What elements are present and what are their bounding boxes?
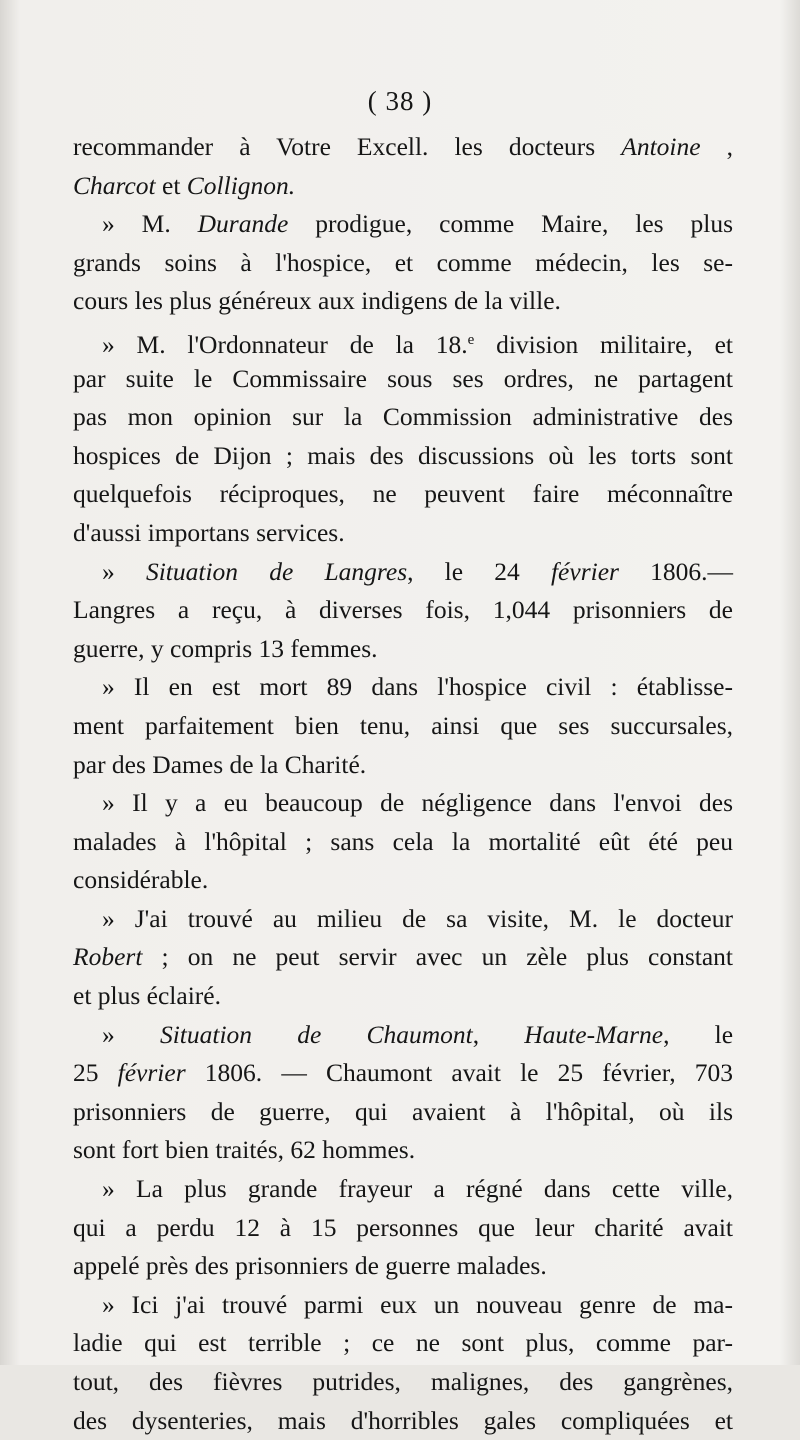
text-span: , le bbox=[663, 1019, 734, 1049]
text-span: » Ici j'ai trouvé parmi eux un nouveau genre de ma- bbox=[102, 1289, 733, 1319]
text-line bbox=[73, 398, 733, 437]
text-span: et plus éclairé. bbox=[73, 981, 221, 1011]
text-span: cours les plus généreux aux indigens de la ville. bbox=[73, 286, 561, 316]
text-span: appelé près des prisonniers de guerre malades. bbox=[73, 1251, 547, 1281]
text-span: guerre, y compris 13 femmes. bbox=[73, 633, 378, 663]
text-span: » M. l'Ordonnateur de la 18. bbox=[102, 329, 468, 359]
text-line bbox=[73, 360, 733, 399]
text-span: » J'ai trouvé au milieu de sa visite, M. le docteur bbox=[102, 903, 733, 933]
text-line bbox=[73, 321, 733, 360]
text-line bbox=[73, 823, 733, 862]
italic-text: Robert bbox=[73, 942, 143, 972]
text-line bbox=[73, 128, 733, 167]
text-span: ment parfaitement bien tenu, ainsi que ses succursales, bbox=[73, 710, 733, 740]
text-line bbox=[73, 282, 733, 321]
italic-text: Haute-Marne bbox=[524, 1019, 664, 1049]
text-line bbox=[73, 1247, 733, 1286]
text-line bbox=[73, 553, 733, 592]
italic-text: Situation de Langres bbox=[145, 556, 408, 586]
text-span: division militaire, et bbox=[474, 329, 733, 359]
body-text bbox=[73, 128, 733, 1440]
italic-text: Charcot bbox=[73, 170, 156, 200]
text-line bbox=[73, 668, 733, 707]
text-line bbox=[73, 1131, 733, 1170]
text-span: » Il en est mort 89 dans l'hospice civil : établisse- bbox=[102, 672, 733, 702]
text-span: sont fort bien traités, 62 hommes. bbox=[73, 1135, 416, 1165]
text-line bbox=[73, 514, 733, 553]
text-span: considérable. bbox=[73, 865, 209, 895]
text-line bbox=[73, 746, 733, 785]
italic-text: Antoine bbox=[621, 132, 701, 161]
text-span: hospices de Dijon ; mais des discussions où les torts sont bbox=[73, 440, 733, 470]
text-span: et bbox=[155, 170, 187, 200]
text-line bbox=[73, 784, 733, 823]
text-span: prodigue, comme Maire, les plus bbox=[288, 209, 733, 239]
text-span: » M. bbox=[102, 209, 198, 239]
text-line bbox=[73, 900, 733, 939]
text-line bbox=[73, 861, 733, 900]
text-line bbox=[73, 1170, 733, 1209]
text-span: Langres a reçu, à diverses fois, 1,044 prisonniers de bbox=[73, 595, 733, 625]
text-line bbox=[73, 437, 733, 476]
text-line bbox=[73, 707, 733, 746]
text-line bbox=[73, 205, 733, 244]
text-line bbox=[73, 1286, 733, 1325]
text-span: , bbox=[700, 132, 734, 161]
text-span: par suite le Commissaire sous ses ordres, ne partagent bbox=[73, 363, 733, 393]
text-span: quelquefois réciproques, ne peuvent faire méconnaître bbox=[73, 479, 733, 509]
text-span: recommander à Votre Excell. les docteurs bbox=[73, 132, 622, 161]
text-span: 25 bbox=[73, 1058, 118, 1088]
text-span: ; on ne peut servir avec un zèle plus constant bbox=[142, 942, 733, 972]
text-span: qui a perdu 12 à 15 personnes que leur charité avait bbox=[73, 1212, 733, 1242]
text-span: d'aussi importans services. bbox=[73, 517, 345, 547]
italic-text: Durande bbox=[197, 209, 289, 239]
italic-text: Situation de Chaumont bbox=[159, 1019, 473, 1049]
text-span: » bbox=[102, 556, 146, 586]
text-span: prisonniers de guerre, qui avaient à l'hôpital, où ils bbox=[73, 1096, 733, 1126]
text-span: 1806. — Chaumont avait le 25 février, 703 bbox=[185, 1058, 733, 1088]
text-line bbox=[73, 1209, 733, 1248]
text-line bbox=[73, 1402, 733, 1440]
italic-text: février bbox=[550, 556, 619, 586]
text-span: 1806.— bbox=[618, 556, 734, 586]
italic-text: février bbox=[117, 1058, 186, 1088]
text-line bbox=[73, 1324, 733, 1363]
text-line bbox=[73, 630, 733, 669]
text-line bbox=[73, 475, 733, 514]
text-span: , le 24 bbox=[407, 556, 551, 586]
text-span: ladie qui est terrible ; ce ne sont plus, comme par- bbox=[73, 1328, 733, 1358]
text-span: des dysenteries, mais d'horribles gales compliquées et bbox=[73, 1405, 733, 1435]
text-span: , bbox=[472, 1019, 525, 1049]
text-span: grands soins à l'hospice, et comme médecin, les se- bbox=[73, 247, 733, 277]
text-span: malades à l'hôpital ; sans cela la mortalité eût été peu bbox=[73, 826, 733, 856]
text-line bbox=[73, 1016, 733, 1055]
text-line bbox=[73, 938, 733, 977]
text-span: » Il y a eu beaucoup de négligence dans l'envoi des bbox=[102, 788, 733, 818]
text-span: » bbox=[102, 1019, 160, 1049]
page-number: ( 38 ) bbox=[367, 86, 433, 116]
text-line bbox=[73, 244, 733, 283]
text-span: par des Dames de la Charité. bbox=[73, 749, 367, 779]
text-span: tout, des fièvres putrides, malignes, des gangrènes, bbox=[73, 1367, 733, 1396]
text-line bbox=[73, 167, 733, 206]
superscript-text: e bbox=[467, 331, 475, 348]
text-line bbox=[73, 1054, 733, 1093]
text-line bbox=[73, 591, 733, 630]
text-span: » La plus grande frayeur a régné dans cette ville, bbox=[102, 1174, 733, 1204]
text-span: pas mon opinion sur la Commission administrative des bbox=[73, 402, 733, 432]
text-line bbox=[73, 1093, 733, 1132]
text-line bbox=[73, 1363, 733, 1402]
italic-text: Collignon. bbox=[186, 170, 296, 200]
text-line bbox=[73, 977, 733, 1016]
